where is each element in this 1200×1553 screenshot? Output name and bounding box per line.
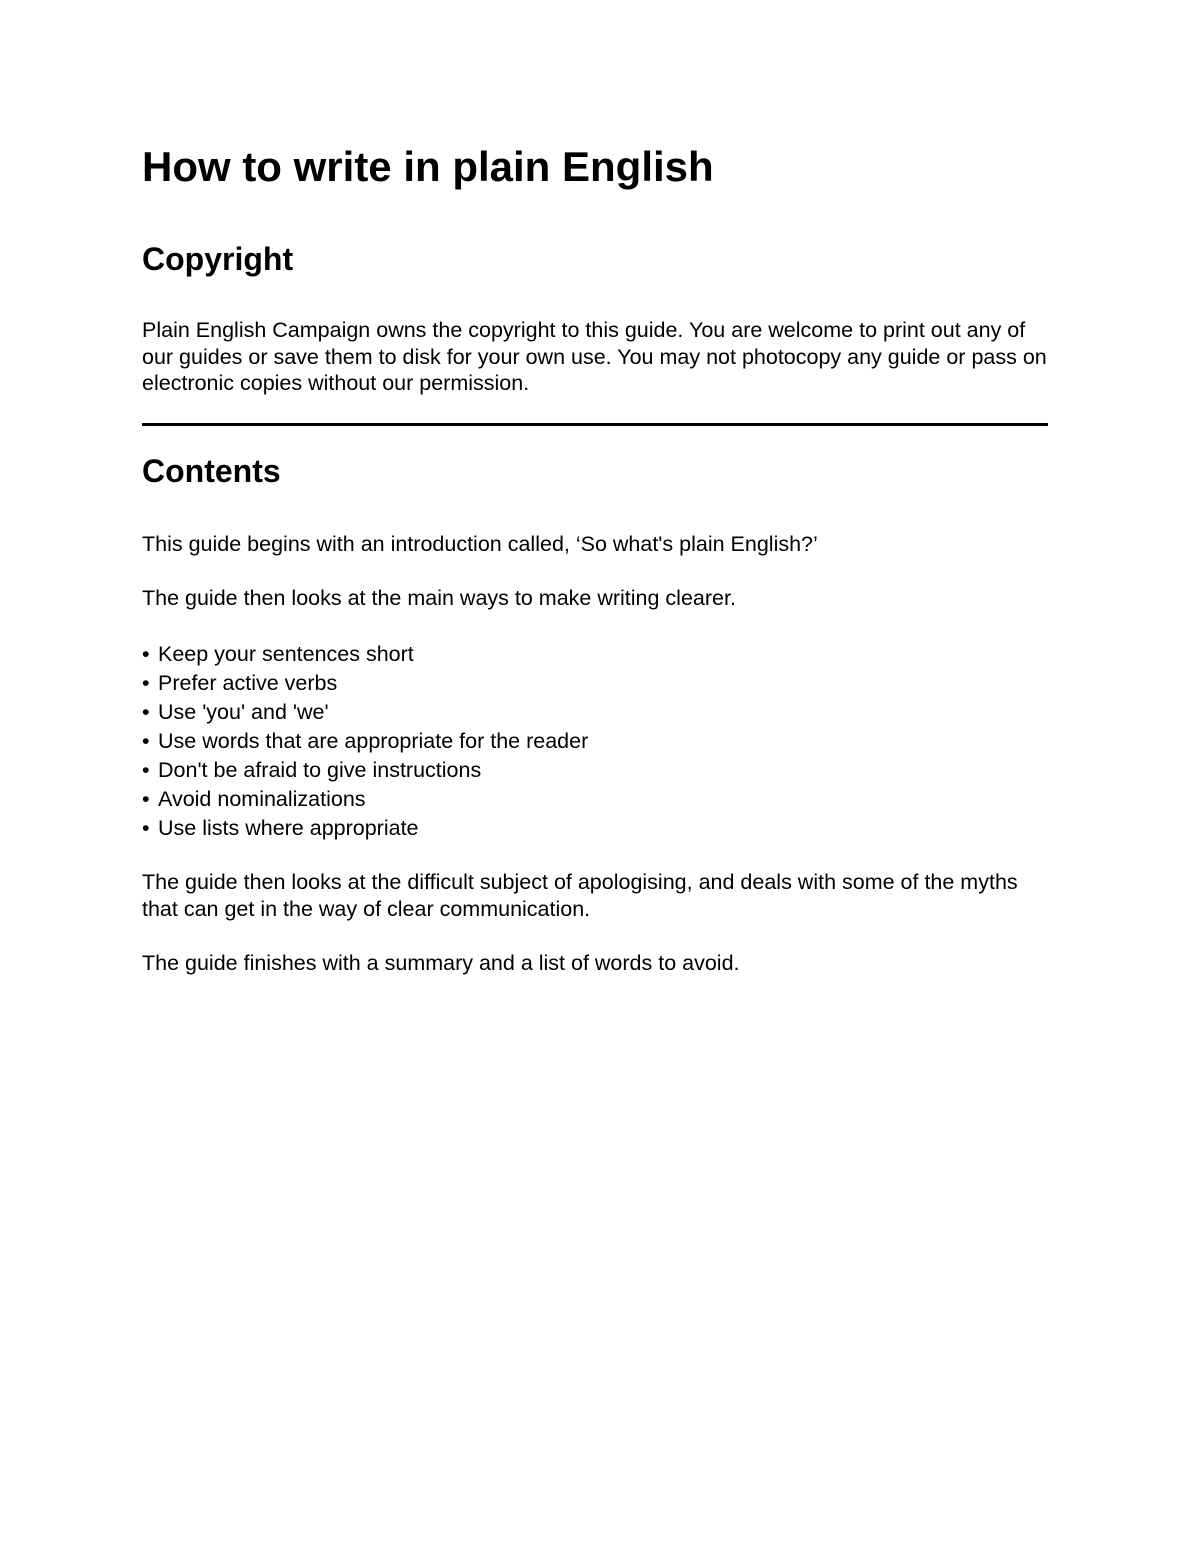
list-item bbox=[142, 669, 588, 698]
contents-main-ways-paragraph: The guide then looks at the main ways to make writing clearer. bbox=[142, 586, 736, 610]
bullet-icon: • bbox=[142, 642, 150, 666]
list-item bbox=[142, 727, 588, 756]
contents-bullet-list bbox=[142, 640, 588, 843]
bullet-icon: • bbox=[142, 700, 150, 724]
list-item bbox=[142, 814, 588, 843]
list-item-label: Don't be afraid to give instructions bbox=[158, 758, 482, 782]
list-item-label: Prefer active verbs bbox=[158, 671, 338, 695]
copyright-paragraph: Plain English Campaign owns the copyright to this guide. You are welcome to print out any of our guides or save them to disk for your own use. You may not photocopy any guide or pass on electronic copies without our permission. bbox=[142, 318, 1047, 395]
bullet-icon: • bbox=[142, 787, 150, 811]
list-item bbox=[142, 756, 588, 785]
contents-intro-paragraph: This guide begins with an introduction called, ‘So what's plain English?’ bbox=[142, 532, 818, 556]
section-divider bbox=[142, 423, 1048, 426]
contents-apologising-paragraph: The guide then looks at the difficult subject of apologising, and deals with some of the myths that can get in the way of clear communication. bbox=[142, 870, 1018, 921]
list-item-label: Keep your sentences short bbox=[158, 642, 414, 666]
list-item bbox=[142, 640, 588, 669]
contents-heading: Contents bbox=[142, 453, 281, 489]
list-item bbox=[142, 698, 588, 727]
bullet-icon: • bbox=[142, 671, 150, 695]
list-item-label: Avoid nominalizations bbox=[158, 787, 366, 811]
list-item-label: Use words that are appropriate for the reader bbox=[158, 729, 589, 753]
bullet-icon: • bbox=[142, 729, 150, 753]
contents-finish-paragraph: The guide finishes with a summary and a list of words to avoid. bbox=[142, 951, 740, 975]
bullet-icon: • bbox=[142, 816, 150, 840]
bullet-icon: • bbox=[142, 758, 150, 782]
document-title: How to write in plain English bbox=[142, 143, 714, 190]
list-item-label: Use 'you' and 'we' bbox=[158, 700, 329, 724]
list-item bbox=[142, 785, 588, 814]
copyright-heading: Copyright bbox=[142, 241, 294, 277]
list-item-label: Use lists where appropriate bbox=[158, 816, 419, 840]
